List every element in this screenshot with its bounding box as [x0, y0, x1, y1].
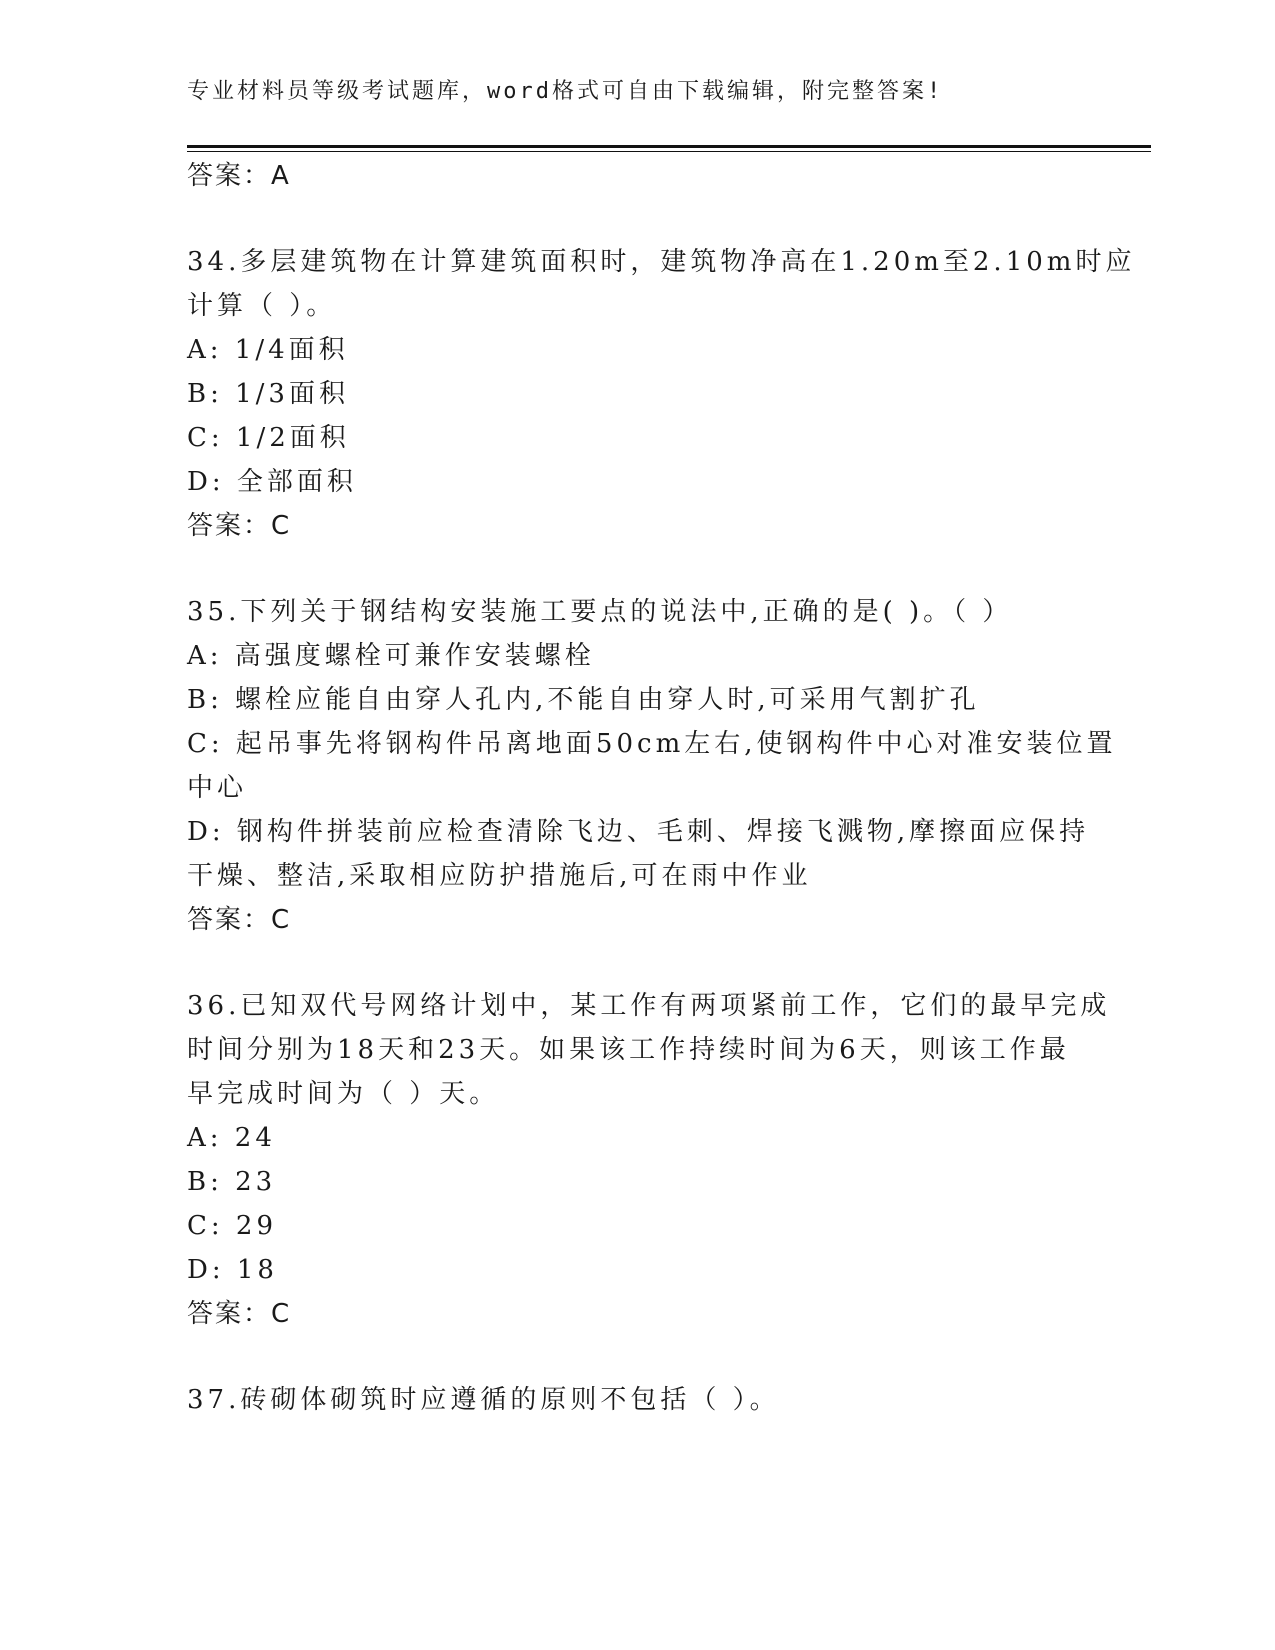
question-34-option-d: D: 全部面积	[187, 467, 357, 497]
question-37-stem: 37.砖砌体砌筑时应遵循的原则不包括（ ）。	[187, 1385, 780, 1415]
question-35-option-c: C: 起吊事先将钢构件吊离地面50cm左右,使钢构件中心对准安装位置	[187, 729, 1117, 759]
question-36-answer: 答案：C	[187, 1299, 292, 1329]
header-rule-thin	[187, 151, 1151, 152]
question-36-option-a: A: 24	[187, 1123, 276, 1153]
question-34-option-b: B: 1/3面积	[187, 379, 349, 409]
question-36-option-b: B: 23	[187, 1167, 277, 1197]
question-35-option-d: D: 钢构件拼装前应检查清除飞边、毛刺、焊接飞溅物,摩擦面应保持	[187, 817, 1090, 847]
question-34-option-c: C: 1/2面积	[187, 423, 350, 453]
question-36-option-d: D: 18	[187, 1255, 278, 1285]
question-35-stem: 35.下列关于钢结构安装施工要点的说法中,正确的是( )。（ ）	[187, 597, 1013, 627]
question-36-stem: 时间分别为18天和23天。如果该工作持续时间为6天，则该工作最	[187, 1035, 1070, 1065]
question-35-answer: 答案：C	[187, 905, 292, 935]
question-36-stem: 36.已知双代号网络计划中，某工作有两项紧前工作，它们的最早完成	[187, 991, 1111, 1021]
question-35-option-c-cont: 中心	[187, 773, 248, 803]
question-35-option-b: B: 螺栓应能自由穿人孔内,不能自由穿人时,可采用气割扩孔	[187, 685, 980, 715]
question-34-option-a: A: 1/4面积	[187, 335, 349, 365]
question-34-stem: 34.多层建筑物在计算建筑面积时，建筑物净高在1.20m至2.10m时应	[187, 247, 1136, 277]
answer-33: 答案：A	[187, 161, 291, 191]
page-header: 专业材料员等级考试题库，word格式可自由下载编辑，附完整答案!	[187, 79, 944, 104]
question-35-option-a: A: 高强度螺栓可兼作安装螺栓	[187, 641, 595, 671]
header-rule-thick	[187, 145, 1151, 148]
question-36-stem: 早完成时间为（ ）天。	[187, 1079, 500, 1109]
question-35-option-d-cont: 干燥、整洁,采取相应防护措施后,可在雨中作业	[187, 861, 812, 891]
question-36-option-c: C: 29	[187, 1211, 278, 1241]
question-34-answer: 答案：C	[187, 511, 292, 541]
question-34-stem: 计算（ ）。	[187, 291, 337, 321]
